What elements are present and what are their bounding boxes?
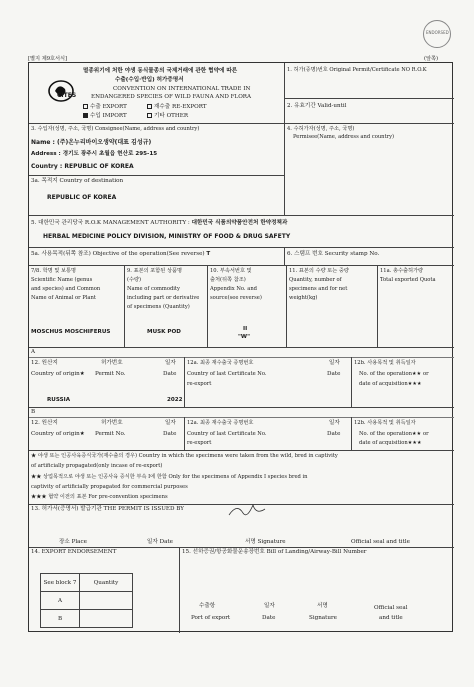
a-reexport-en2: re-export bbox=[187, 381, 212, 387]
export-date-en: Date bbox=[262, 615, 276, 621]
type-reexport[interactable]: 재수출 RE-EXPORT bbox=[147, 104, 207, 111]
box1-label: 1. 허가(증명)번호 Original Permit/Certificate NO R.O.K bbox=[287, 67, 427, 73]
a-operation-en2: date of acquisition★★★ bbox=[359, 381, 422, 387]
box3-label: 3. 수입자(성명, 주소, 국명) Consignee(Name, address and country) bbox=[31, 126, 200, 132]
box5a-label: 5a. 사용목적(뒤쪽 참조) Objective of the operation(See reverse) T bbox=[31, 251, 211, 257]
endorse-row-b: B bbox=[41, 610, 80, 628]
export-sign-ko: 서명 bbox=[317, 603, 328, 609]
box6-label: 6. 스탬프 번호 Security stamp No. bbox=[287, 251, 380, 257]
commodity-name: MUSK POD bbox=[147, 329, 181, 335]
title-en-line1: CONVENTION ON INTERNATIONAL TRADE IN bbox=[113, 86, 251, 92]
b-origin-label: 12. 원산지 bbox=[31, 420, 58, 426]
note-1: ★ 야생 또는 인공사육증식국가(재수출의 경우) Country in which the specimens were taken from the wild, bred in captivity bbox=[31, 453, 338, 459]
quantity-header: Quantity bbox=[80, 574, 133, 592]
consignee-country: Country : REPUBLIC OF KOREA bbox=[31, 163, 134, 170]
export-seal-en1: Official seal bbox=[374, 605, 408, 611]
a-origin-value: RUSSIA bbox=[47, 397, 71, 403]
a-origin-en: Country of origin★ bbox=[31, 371, 85, 377]
place-label: 장소 Place bbox=[59, 539, 87, 545]
title-en-line2: ENDANGERED SPECIES OF WILD FAUNA AND FLORA bbox=[91, 94, 252, 100]
date-label: 일자 Date bbox=[147, 539, 173, 545]
a-reexport-en1: Country of last Certificate No. bbox=[187, 371, 267, 377]
type-import[interactable]: 수입 IMPORT bbox=[83, 113, 127, 120]
a-permit-ko: 허가번호 bbox=[101, 360, 123, 366]
b-operation-label: 12b. 사용목적 및 취득일자 bbox=[354, 420, 416, 426]
type-other[interactable]: 기타 OTHER bbox=[147, 113, 188, 120]
section-b-marker: B bbox=[31, 409, 36, 415]
note-2b: captivity of artificially propagated for commercial purposes bbox=[31, 484, 188, 490]
checkbox[interactable] bbox=[147, 104, 152, 109]
see-block-header: See block 7 bbox=[41, 574, 80, 592]
seal-label: Official seal and title bbox=[351, 539, 410, 545]
box4-label: 4. 수허가자(성명, 주소, 국명) bbox=[287, 126, 355, 132]
signature-label: 서명 Signature bbox=[245, 539, 286, 545]
note-1b: of artificially propagated(only incase of re-export) bbox=[31, 463, 163, 469]
b-reexport-date-ko: 일자 bbox=[329, 420, 340, 426]
col9-header: 9. 표본의 포함된 상품명 (수량) Name of commodity including part or derivative of specimens (Quantity) bbox=[127, 268, 200, 310]
col10-header: 10. 부속서번호 및 출처(뒤쪽 참조) Appendix No. and source(see reverse) bbox=[210, 268, 262, 301]
export-date-ko: 일자 bbox=[264, 603, 275, 609]
b-reexport-date-en: Date bbox=[327, 431, 341, 437]
box4-label-en: Permisee(Name, address and country) bbox=[293, 134, 395, 140]
authority-en: HERBAL MEDICINE POLICY DIVISION, MINISTRY OF FOOD & DRUG SAFETY bbox=[43, 233, 291, 240]
b-reexport-en2: re-export bbox=[187, 440, 212, 446]
checkbox[interactable] bbox=[147, 113, 152, 118]
title-ko-line1: 멸종위기에 처한 야생 동식물종의 국제거래에 관한 협약에 따른 bbox=[83, 68, 238, 74]
a-reexport-date-ko: 일자 bbox=[329, 360, 340, 366]
box2-label: 2. 유효기간 Valid-until bbox=[287, 103, 347, 109]
b-date-ko: 일자 bbox=[165, 420, 176, 426]
box5-label: 5. 대한민국 관리당국 R.O.K MANAGEMENT AUTHORITY : 대한민국 식품의약품안전처 한약정책과 bbox=[31, 220, 288, 226]
front-marker: (앞쪽) bbox=[424, 56, 439, 62]
permit-form bbox=[28, 62, 453, 632]
consignee-name: Name : (주)온누리바이오생약(대표 김성규) bbox=[31, 139, 152, 146]
a-reexport-label: 12a. 최종 재수출국 증명번호 bbox=[187, 360, 254, 366]
scientific-name: MOSCHUS MOSCHIFERUS bbox=[31, 329, 111, 335]
type-export[interactable]: 수출 EXPORT bbox=[83, 104, 127, 111]
box15-label: 15. 선하증권/항공화물운송장번호 Bill of Landing/Airway-Bill Number bbox=[182, 549, 367, 555]
export-seal-en2: and title bbox=[379, 615, 403, 621]
endorse-row-a: A bbox=[41, 592, 80, 610]
box3a-label: 3a. 목적지 Country of destination bbox=[31, 178, 124, 184]
consignee-address: Address : 경기도 광주시 초월읍 현산로 295-15 bbox=[31, 151, 158, 157]
endorse-qty-a[interactable] bbox=[80, 592, 133, 610]
cites-logo: CITES bbox=[47, 79, 77, 103]
checkbox[interactable] bbox=[83, 104, 88, 109]
box13-label: 13. 허가서(증명서) 발급기관 THE PERMIT IS ISSUED BY bbox=[31, 506, 184, 512]
a-reexport-date-en: Date bbox=[327, 371, 341, 377]
b-reexport-label: 12a. 최종 재수출국 증명번호 bbox=[187, 420, 254, 426]
note-2: ★★ 상업목적으로 야생 또는 인공사육 증식한 부속 Ⅰ에 한함 Only for the specimens of Appendix Ⅰ species bred in bbox=[31, 474, 308, 480]
endorsed-stamp: ENDORSED bbox=[423, 20, 451, 48]
col7-header: 7/8. 학명 및 보통명 Scientific Name (genus and species) and Common Name of Animal or Plant bbox=[31, 268, 101, 301]
b-reexport-en1: Country of last Certificate No. bbox=[187, 431, 267, 437]
b-permit-en: Permit No. bbox=[95, 431, 126, 437]
b-date-en: Date bbox=[163, 431, 177, 437]
section-a-marker: A bbox=[31, 349, 36, 355]
port-ko: 수출항 bbox=[199, 603, 216, 609]
b-origin-en: Country of origin★ bbox=[31, 431, 85, 437]
box14-label: 14. EXPORT ENDORSEMENT bbox=[31, 549, 117, 555]
a-date-ko: 일자 bbox=[165, 360, 176, 366]
checkbox-checked[interactable] bbox=[83, 113, 88, 118]
b-operation-en1: No. of the operation★★ or bbox=[359, 431, 429, 437]
note-3: ★★★ 협약 이전의 표본 For pre-convention specimens bbox=[31, 494, 168, 500]
col11-header: 11. 표본의 수량 또는 중량 Quantity, number of specimens and for net weight(kg) bbox=[289, 268, 349, 301]
col11a-header: 11a. 총수출허가량 Total exported Quota bbox=[380, 268, 436, 283]
a-date-en: Date bbox=[163, 371, 177, 377]
export-sign-en: Signature bbox=[309, 615, 337, 621]
form-number: [별지 제9호서식] bbox=[28, 56, 68, 62]
title-ko-line2: 수출(수입·반입) 허가증명서 bbox=[115, 77, 184, 83]
appendix-no: II bbox=[243, 326, 248, 332]
a-operation-en1: No. of the operation★★ or bbox=[359, 371, 429, 377]
b-permit-ko: 허가번호 bbox=[101, 420, 123, 426]
destination-country: REPUBLIC OF KOREA bbox=[47, 194, 117, 201]
port-en: Port of export bbox=[191, 615, 231, 621]
b-operation-en2: date of acquisition★★★ bbox=[359, 440, 422, 446]
issued-by-signature bbox=[227, 503, 267, 519]
a-operation-label: 12b. 사용목적 및 취득일자 bbox=[354, 360, 416, 366]
a-permit-en: Permit No. bbox=[95, 371, 126, 377]
source-code: "W" bbox=[238, 334, 250, 340]
a-origin-label: 12. 원산지 bbox=[31, 360, 58, 366]
a-date-value: 2022 bbox=[167, 397, 183, 403]
endorse-qty-b[interactable] bbox=[80, 610, 133, 628]
